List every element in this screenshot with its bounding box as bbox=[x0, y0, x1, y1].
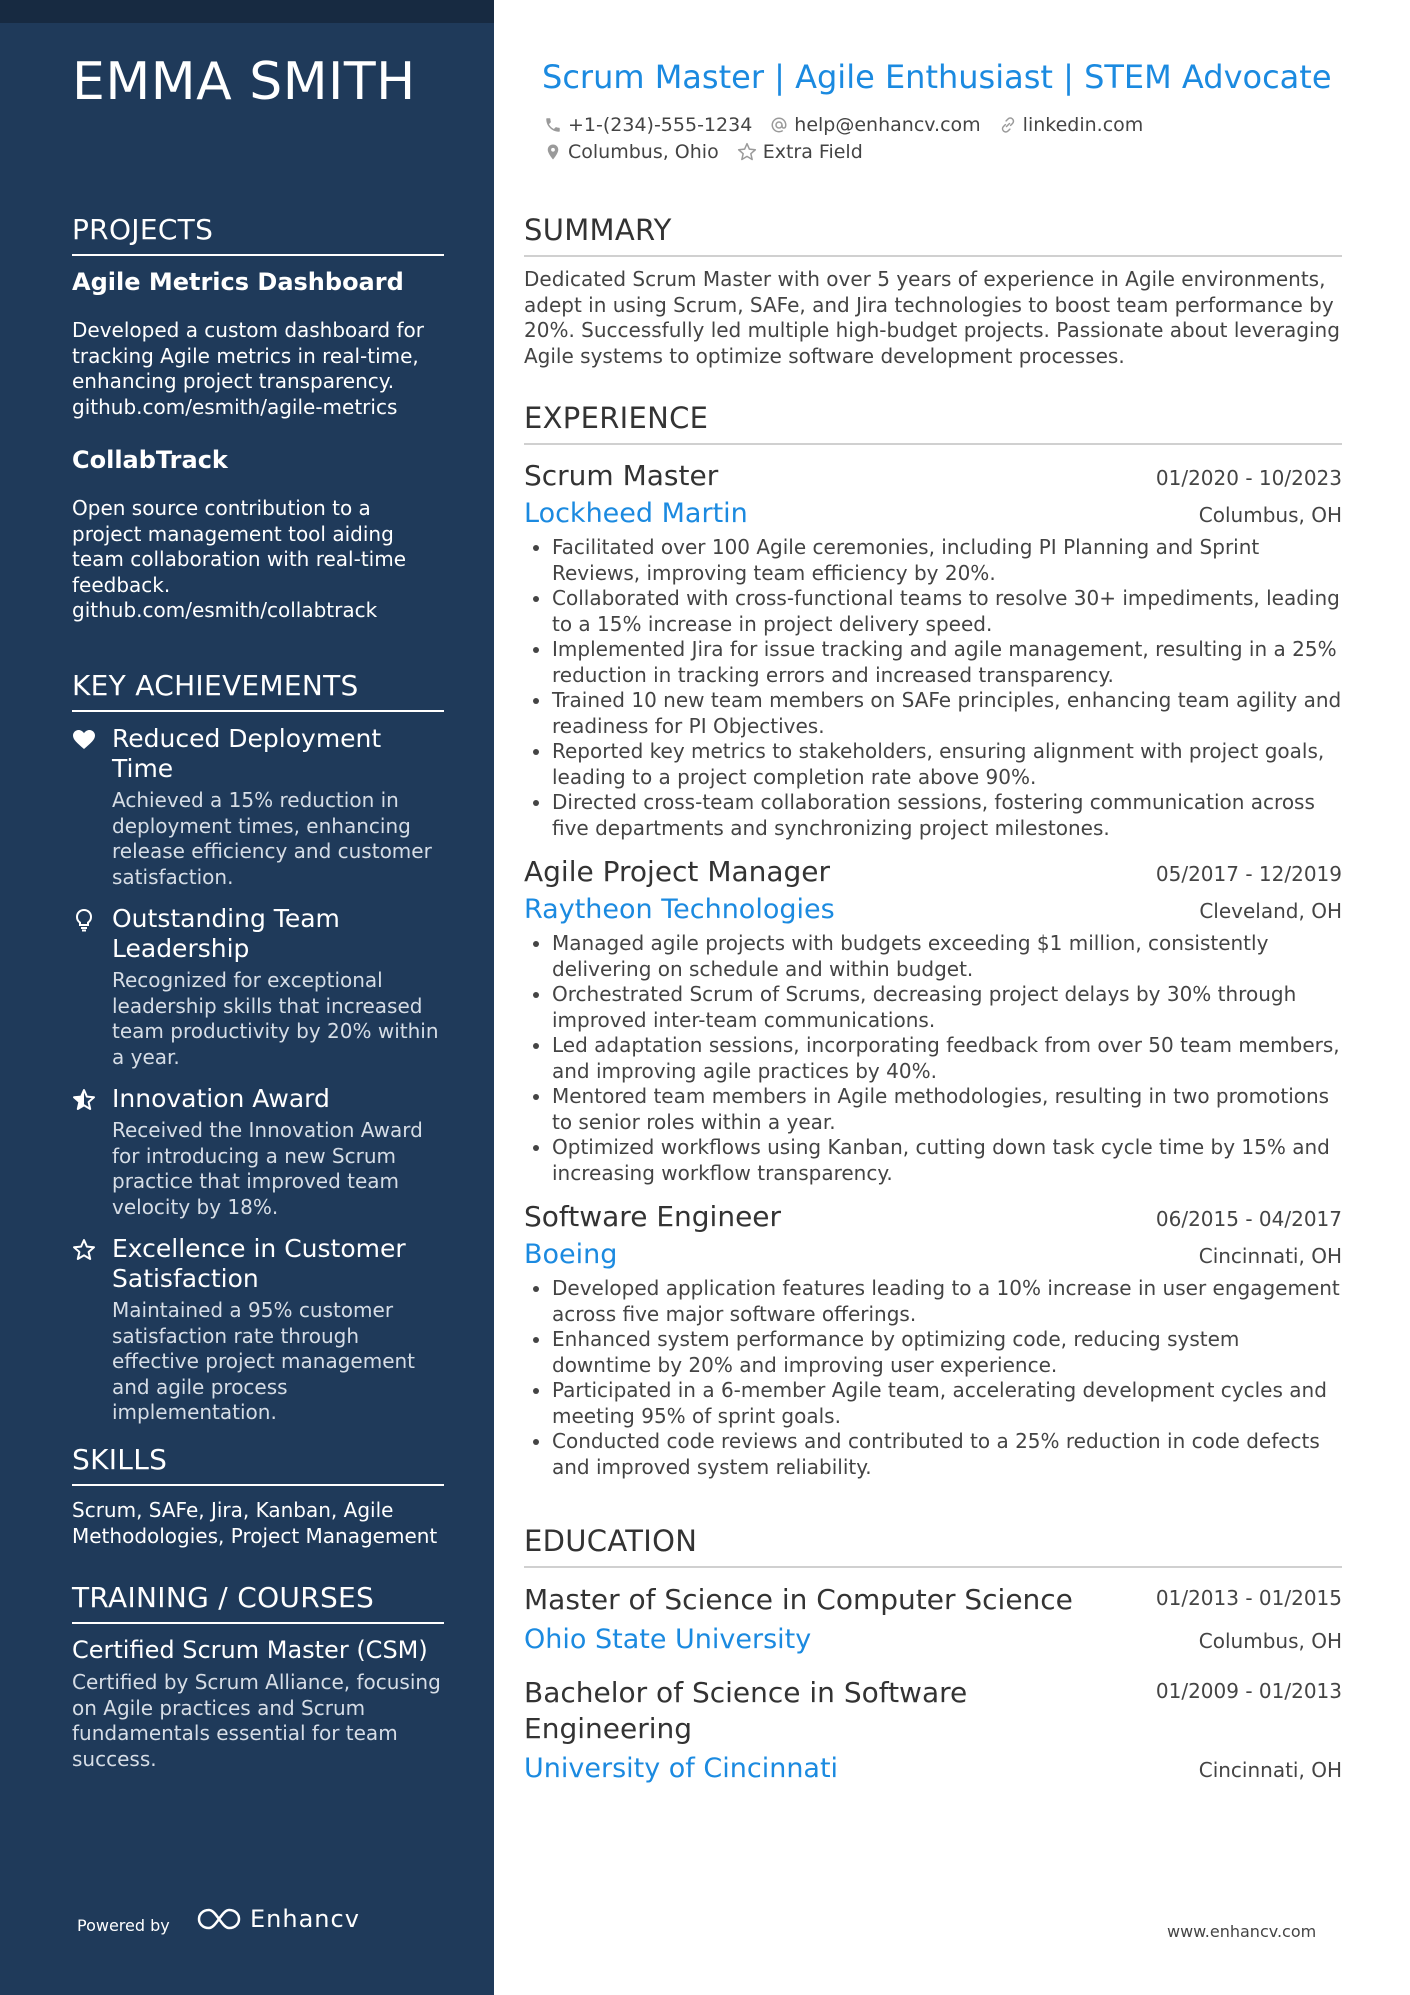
half-star-icon bbox=[72, 1088, 96, 1112]
project-desc: Open source contribution to a project management tool aiding team collaboration with real-time feedback. bbox=[72, 496, 407, 597]
job-bullet: • Trained 10 new team members on SAFe principles, enhancing team agility and readiness for PI Objectives. bbox=[552, 688, 1342, 739]
star-outline-icon bbox=[737, 142, 757, 162]
skills-title: SKILLS bbox=[72, 1443, 444, 1486]
achievement-title: Reduced Deployment Time bbox=[112, 724, 382, 783]
course-desc: Certified by Scrum Alliance, focusing on Agile practices and Scrum fundamentals essential for team success. bbox=[72, 1670, 441, 1771]
education-section bbox=[524, 1524, 1342, 1784]
experience-title: EXPERIENCE bbox=[524, 401, 1342, 445]
phone-text: +1-(234)-555-1234 bbox=[568, 114, 753, 136]
achievement-title: Innovation Award bbox=[112, 1084, 330, 1113]
education-entry bbox=[524, 1582, 1342, 1655]
company-name: Boeing bbox=[524, 1239, 618, 1270]
degree-title: Master of Science in Computer Science bbox=[524, 1583, 1073, 1616]
enhancv-logo-icon bbox=[196, 1906, 242, 1932]
achievement-item bbox=[72, 724, 444, 890]
project-desc: Developed a custom dashboard for tracking Agile metrics in real-time, enhancing project transparency. bbox=[72, 318, 424, 393]
project-item bbox=[72, 268, 444, 420]
job-bullets bbox=[524, 535, 1342, 841]
powered-by-label: Powered by bbox=[77, 1916, 170, 1935]
location-pin-icon bbox=[544, 143, 562, 161]
extra-text: Extra Field bbox=[762, 141, 863, 163]
education-title: EDUCATION bbox=[524, 1524, 1342, 1568]
job-bullet: • Mentored team members in Agile methodologies, resulting in two promotions to senior roles within a year. bbox=[552, 1084, 1342, 1135]
job-date: 05/2017 - 12/2019 bbox=[1155, 862, 1342, 886]
contact-phone[interactable] bbox=[544, 114, 752, 136]
job-location: Cleveland, OH bbox=[1199, 899, 1342, 923]
linkedin-text: linkedin.com bbox=[1022, 114, 1144, 136]
achievements-title: KEY ACHIEVEMENTS bbox=[72, 669, 444, 712]
summary-section bbox=[524, 213, 1342, 369]
phone-icon bbox=[544, 116, 562, 134]
achievement-title: Excellence in Customer Satisfaction bbox=[112, 1234, 406, 1293]
project-title: Agile Metrics Dashboard bbox=[72, 268, 404, 296]
project-title: CollabTrack bbox=[72, 446, 228, 474]
at-icon bbox=[770, 116, 788, 134]
school-name: Ohio State University bbox=[524, 1624, 812, 1655]
job-bullet: • Facilitated over 100 Agile ceremonies, including PI Planning and Sprint Reviews, improving team efficiency by 20%. bbox=[552, 535, 1342, 586]
projects-section bbox=[72, 213, 444, 624]
education-entry bbox=[524, 1675, 1342, 1784]
job-date: 06/2015 - 04/2017 bbox=[1155, 1207, 1342, 1231]
project-item bbox=[72, 446, 444, 624]
training-section bbox=[72, 1581, 444, 1772]
skills-list: Scrum, SAFe, Jira, Kanban, Agile Methodologies, Project Management bbox=[72, 1498, 438, 1548]
contact-extra bbox=[737, 141, 863, 163]
achievement-item bbox=[72, 1234, 444, 1426]
brand-name: Enhancv bbox=[250, 1905, 360, 1933]
heart-icon bbox=[72, 728, 96, 752]
sidebar bbox=[0, 0, 494, 1995]
job-bullets bbox=[524, 931, 1342, 1186]
job-bullet: • Led adaptation sessions, incorporating feedback from over 50 team members, and improving agile practices by 40%. bbox=[552, 1033, 1342, 1084]
lightbulb-icon bbox=[72, 908, 96, 932]
website-link[interactable]: www.enhancv.com bbox=[1167, 1922, 1317, 1941]
email-text: help@enhancv.com bbox=[794, 114, 981, 136]
achievement-desc: Recognized for exceptional leadership skills that increased team productivity by 20% within a year. bbox=[112, 968, 439, 1069]
experience-section bbox=[524, 401, 1342, 1480]
contact-email[interactable] bbox=[770, 114, 980, 136]
job-bullet: • Reported key metrics to stakeholders, ensuring alignment with project goals, leading to a project completion rate above 90%. bbox=[552, 739, 1342, 790]
link-icon bbox=[999, 116, 1017, 134]
job-title: Scrum Master bbox=[524, 459, 719, 492]
education-date: 01/2009 - 01/2013 bbox=[1155, 1679, 1342, 1703]
job-bullet: • Enhanced system performance by optimizing code, reducing system downtime by 20% and improving user experience. bbox=[552, 1327, 1342, 1378]
achievement-desc: Achieved a 15% reduction in deployment times, enhancing release efficiency and customer satisfaction. bbox=[112, 788, 432, 889]
achievement-title: Outstanding Team Leadership bbox=[112, 904, 340, 963]
company-name: Raytheon Technologies bbox=[524, 894, 835, 925]
job-entry bbox=[524, 1200, 1342, 1480]
job-title: Agile Project Manager bbox=[524, 855, 831, 888]
job-bullet: • Managed agile projects with budgets exceeding $1 million, consistently delivering on schedule and within budget. bbox=[552, 931, 1342, 982]
job-location: Columbus, OH bbox=[1198, 503, 1342, 527]
achievement-desc: Maintained a 95% customer satisfaction rate through effective project management and agile process implementation. bbox=[112, 1298, 416, 1424]
projects-title: PROJECTS bbox=[72, 213, 444, 256]
job-bullet: • Implemented Jira for issue tracking and agile management, resulting in a 25% reduction in tracking errors and increased transparency. bbox=[552, 637, 1342, 688]
job-entry bbox=[524, 459, 1342, 841]
brand-logo[interactable] bbox=[196, 1905, 360, 1933]
job-title: Software Engineer bbox=[524, 1200, 782, 1233]
main-content bbox=[494, 0, 1410, 1995]
achievement-desc: Received the Innovation Award for introducing a new Scrum practice that improved team velocity by 18%. bbox=[112, 1118, 423, 1219]
headline: Scrum Master | Agile Enthusiast | STEM Advocate bbox=[542, 58, 1332, 96]
company-name: Lockheed Martin bbox=[524, 498, 748, 529]
job-bullet: • Collaborated with cross-functional teams to resolve 30+ impediments, leading to a 15% increase in project delivery speed. bbox=[552, 586, 1342, 637]
job-date: 01/2020 - 10/2023 bbox=[1155, 466, 1342, 490]
job-bullet: • Orchestrated Scrum of Scrums, decreasing project delays by 30% through improved inter-team communications. bbox=[552, 982, 1342, 1033]
achievement-item bbox=[72, 1084, 444, 1220]
job-entry bbox=[524, 855, 1342, 1186]
training-title: TRAINING / COURSES bbox=[72, 1581, 444, 1624]
achievements-section bbox=[72, 669, 444, 1426]
skills-section bbox=[72, 1443, 444, 1549]
summary-text: Dedicated Scrum Master with over 5 years of experience in Agile environments, adept in using Scrum, SAFe, and Jira technologies to boost team performance by 20%. Successfully led multiple high-budget projects. Passionate about leveraging Agile systems to optimize software development processes. bbox=[524, 267, 1340, 368]
job-bullet: • Directed cross-team collaboration sessions, fostering communication across five departments and synchronizing project milestones. bbox=[552, 790, 1342, 841]
contact-row-2 bbox=[544, 141, 881, 163]
job-bullet: • Developed application features leading to a 10% increase in user engagement across five major software offerings. bbox=[552, 1276, 1342, 1327]
contact-linkedin[interactable] bbox=[999, 114, 1144, 136]
job-bullet: • Optimized workflows using Kanban, cutting down task cycle time by 15% and increasing workflow transparency. bbox=[552, 1135, 1342, 1186]
job-bullet: • Participated in a 6-member Agile team, accelerating development cycles and meeting 95% of sprint goals. bbox=[552, 1378, 1342, 1429]
contact-location bbox=[544, 141, 719, 163]
project-link[interactable]: github.com/esmith/collabtrack bbox=[72, 598, 378, 622]
star-icon bbox=[72, 1238, 96, 1262]
summary-title: SUMMARY bbox=[524, 213, 1342, 257]
education-location: Cincinnati, OH bbox=[1198, 1758, 1342, 1782]
school-name: University of Cincinnati bbox=[524, 1753, 839, 1784]
course-title: Certified Scrum Master (CSM) bbox=[72, 1636, 428, 1664]
degree-title: Bachelor of Science in Software Engineering bbox=[524, 1676, 968, 1745]
education-location: Columbus, OH bbox=[1198, 1629, 1342, 1653]
job-bullets bbox=[524, 1276, 1342, 1480]
job-bullet: • Conducted code reviews and contributed to a 25% reduction in code defects and improved system reliability. bbox=[552, 1429, 1342, 1480]
job-location: Cincinnati, OH bbox=[1198, 1244, 1342, 1268]
contact-row-1 bbox=[544, 114, 1161, 136]
achievement-item bbox=[72, 904, 444, 1070]
project-link[interactable]: github.com/esmith/agile-metrics bbox=[72, 394, 398, 419]
sidebar-top-strip bbox=[0, 0, 494, 23]
location-text: Columbus, Ohio bbox=[568, 141, 719, 163]
education-date: 01/2013 - 01/2015 bbox=[1155, 1586, 1342, 1610]
candidate-name: EMMA SMITH bbox=[72, 52, 416, 112]
